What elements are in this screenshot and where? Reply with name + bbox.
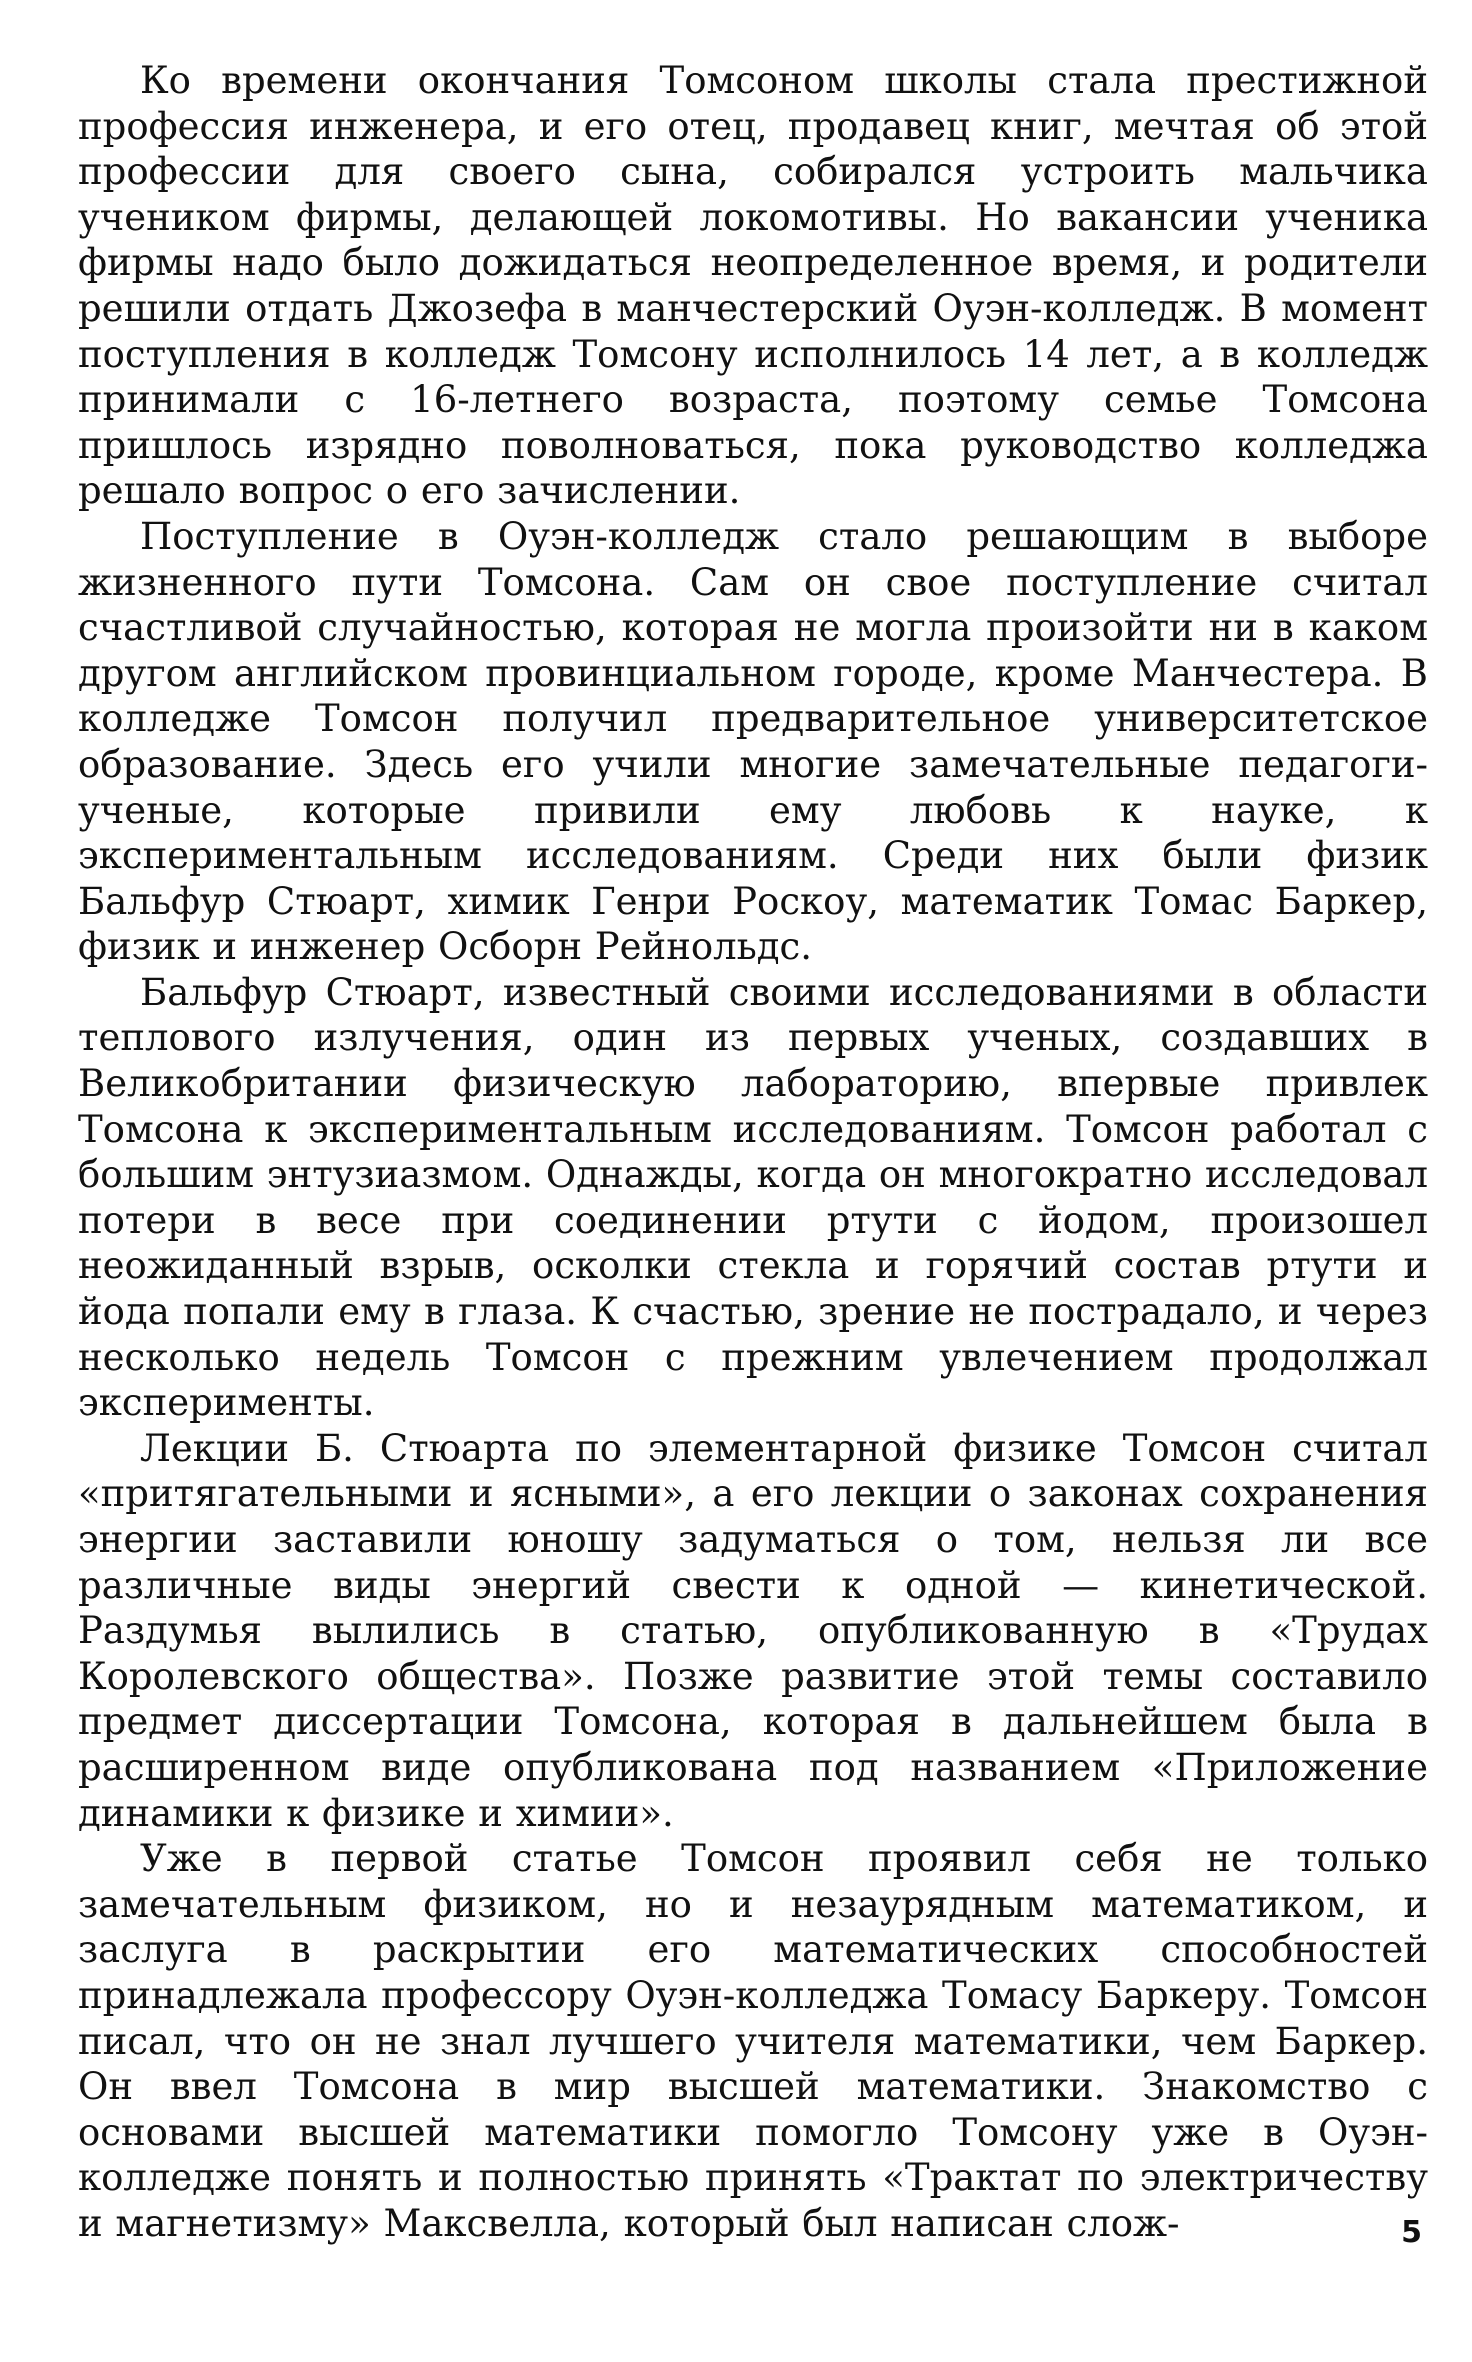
paragraph-5: Уже в первой статье Томсон проявил себя не только замечательным физиком, но и незаурядным математиком, и заслуга в раскрытии его математических способностей принадлежала профессору Оуэн-колледжа Томасу Баркеру. Томсон писал, что он не знал лучшего учителя математики, чем Баркер. Он ввел Томсона в мир высшей математики. Знакомство с основами высшей математики помогло Томсону уже в Оуэн-колледже понять и полностью принять «Трактат по электричеству и магнетизму» Максвелла, который был написан слож- (78, 1837, 1428, 2245)
paragraph-2: Поступление в Оуэн-колледж стало решающим в выборе жизненного пути Томсона. Сам он свое поступление считал счастливой случайностью, которая не могла произойти ни в каком другом английском провинциальном городе, кроме Манчестера. В колледже Томсон получил предварительное университетское образование. Здесь его учили многие замечательные педагоги-ученые, которые привили ему любовь к науке, к экспериментальным исследованиям. Среди них были физик Бальфур Стюарт, химик Генри Роскоу, математик Томас Баркер, физик и инженер Осборн Рейнольдс. (78, 514, 1428, 969)
paragraph-4: Лекции Б. Стюарта по элементарной физике Томсон считал «притягательными и ясными», а его лекции о законах сохранения энергии заставили юношу задуматься о том, нельзя ли все различные виды энергий свести к одной — кинетической. Раздумья вылились в статью, опубликованную в «Трудах Королевского общества». Позже развитие этой темы составило предмет диссертации Томсона, которая в дальнейшем была в расширенном виде опубликована под названием «Приложение динамики к физике и химии». (78, 1426, 1428, 1835)
paragraph-3: Бальфур Стюарт, известный своими исследованиями в области теплового излучения, один из первых ученых, создавших в Великобритании физическую лабораторию, впервые привлек Томсона к экспериментальным исследованиям. Томсон работал с большим энтузиазмом. Однажды, когда он многократно исследовал потери в весе при соединении ртути с йодом, произошел неожиданный взрыв, осколки стекла и горячий состав ртути и йода попали ему в глаза. К счастью, зрение не пострадало, и через несколько недель Томсон с прежним увлечением продолжал эксперименты. (78, 970, 1428, 1425)
paragraph-1: Ко времени окончания Томсоном школы стала престижной профессия инженера, и его отец, продавец книг, мечтая об этой профессии для своего сына, собирался устроить мальчика учеником фирмы, делающей локомотивы. Но вакансии ученика фирмы надо было дожидаться неопределенное время, и родители решили отдать Джозефа в манчестерский Оуэн-колледж. В момент поступления в колледж Томсону исполнилось 14 лет, а в колледж принимали с 16-летнего возраста, поэтому семье Томсона пришлось изрядно поволноваться, пока руководство колледжа решало вопрос о его зачислении. (78, 59, 1428, 513)
book-page-text (78, 58, 1428, 2247)
page-number: 5 (1401, 2215, 1422, 2250)
